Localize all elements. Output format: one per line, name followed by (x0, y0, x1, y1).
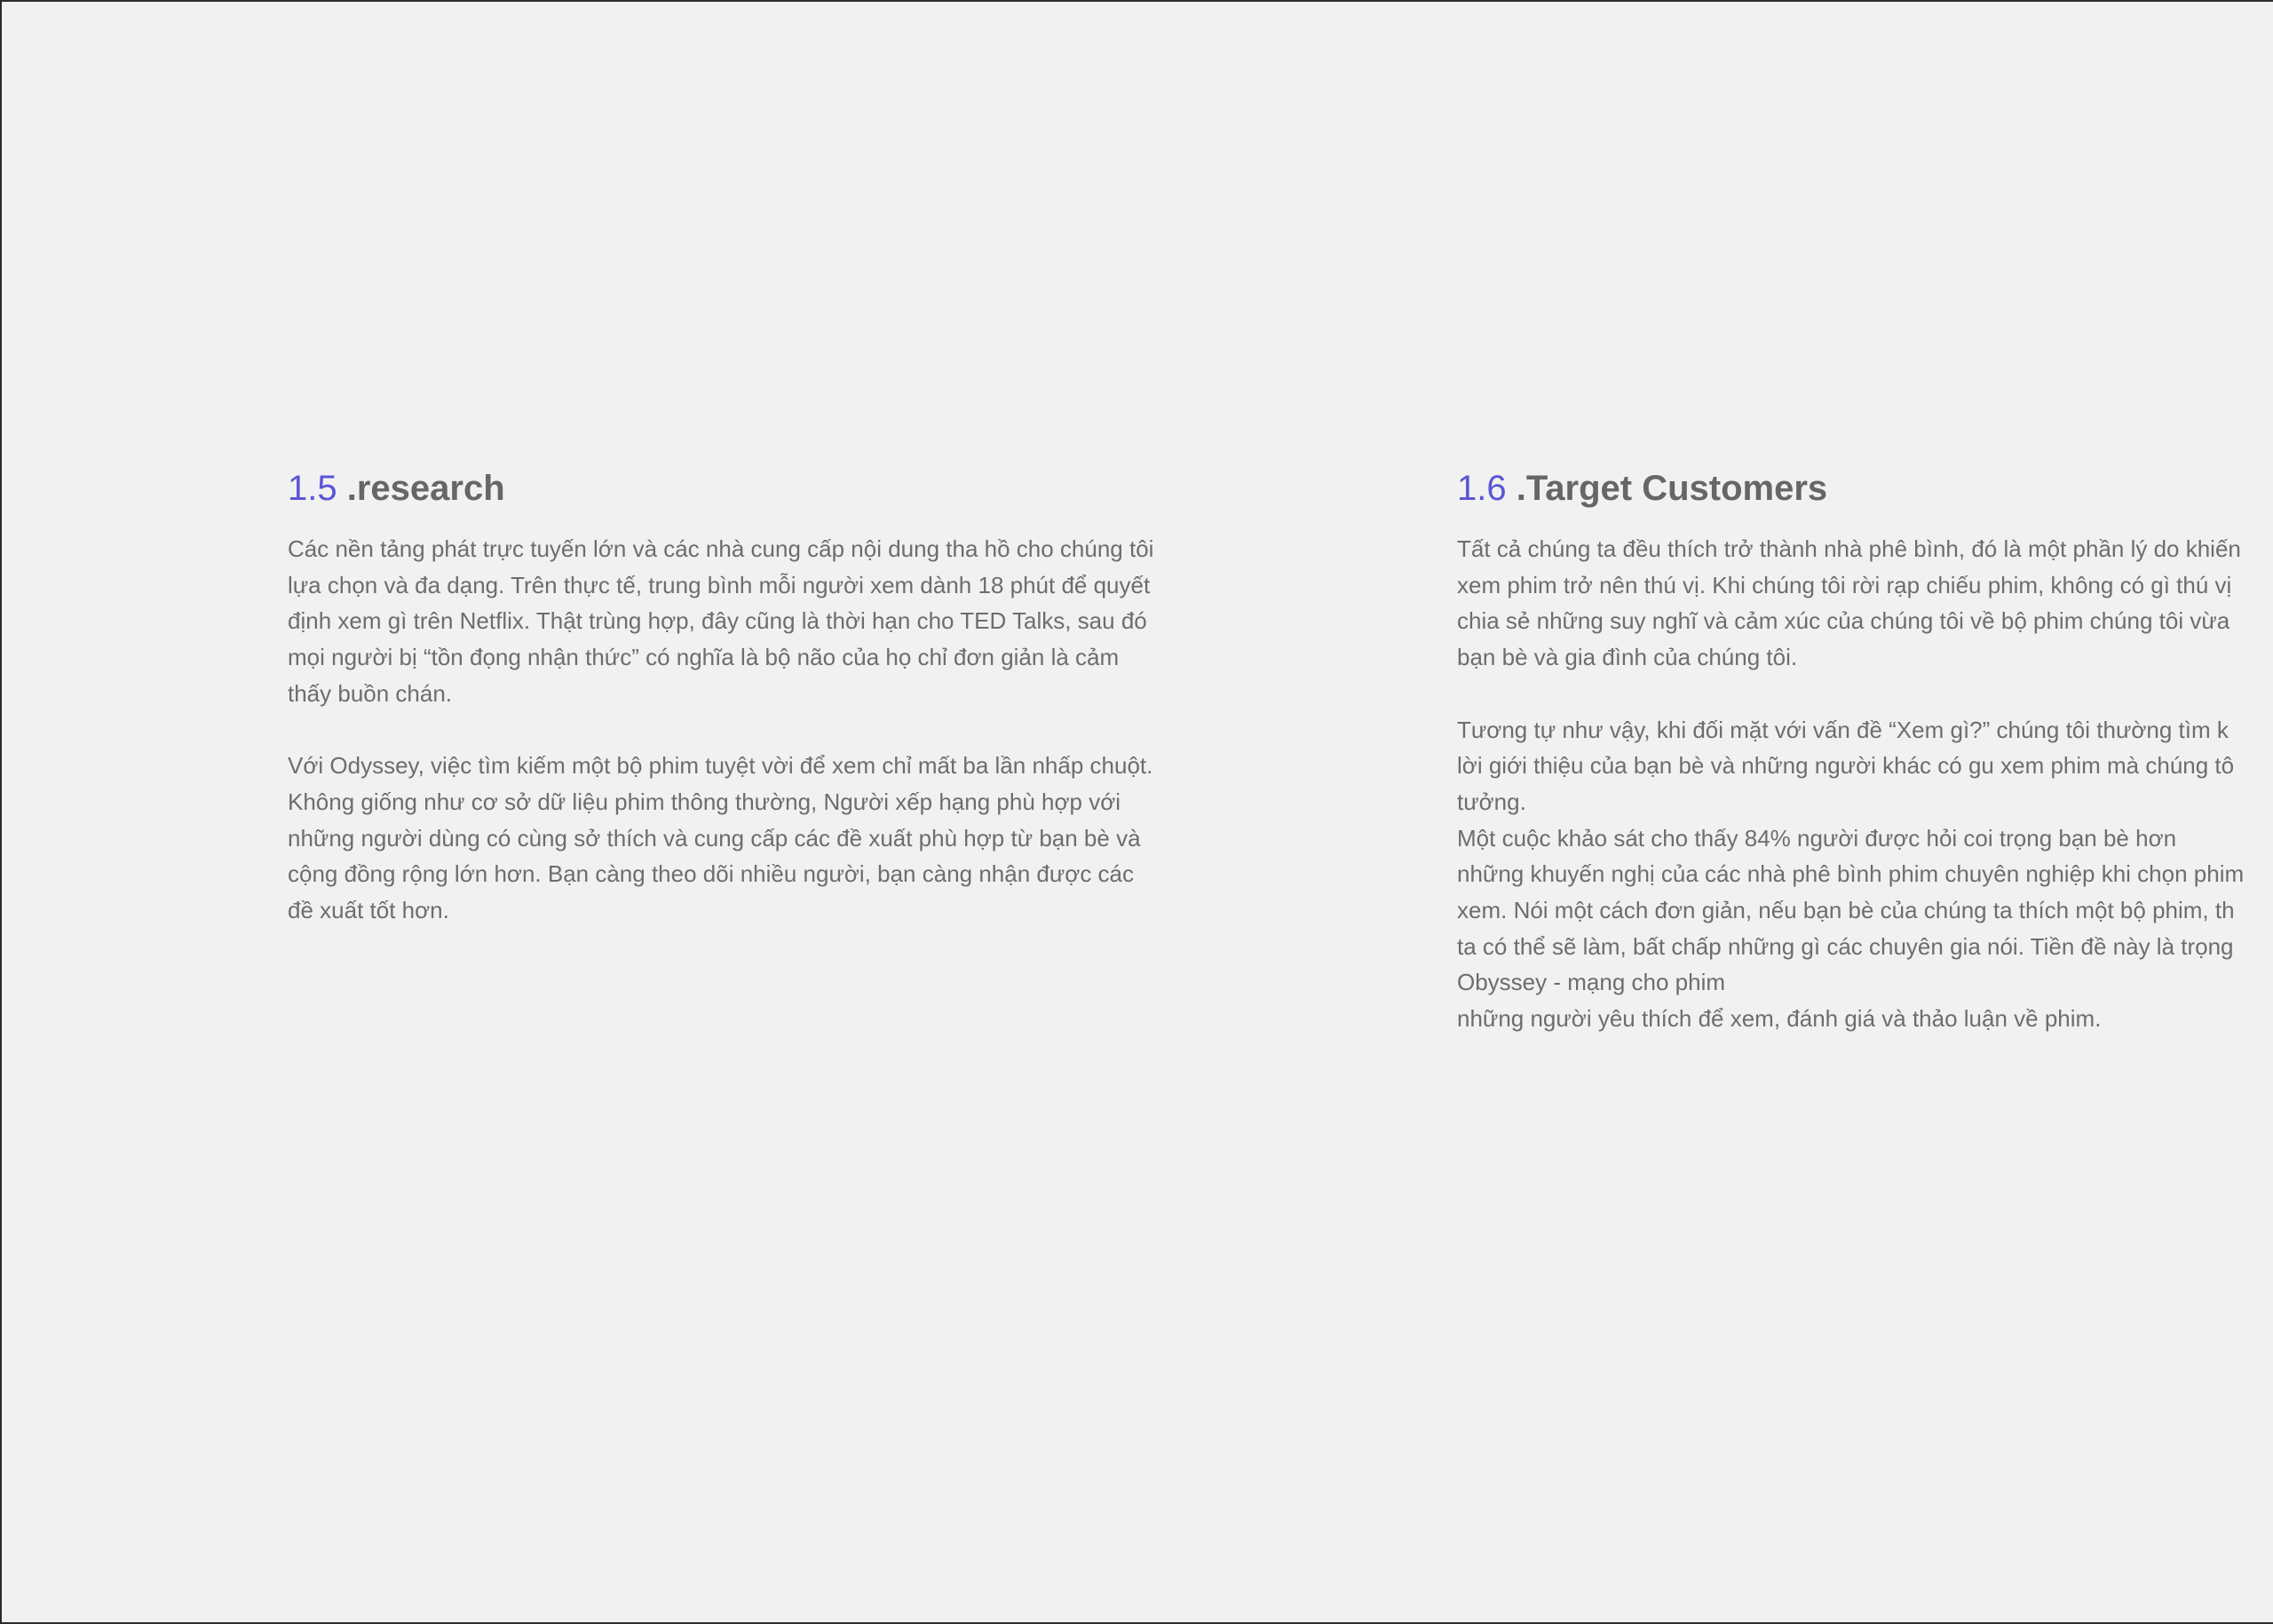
paragraph-line: chia sẻ những suy nghĩ và cảm xúc của chúng tôi về bộ phim chúng tôi vừa (1457, 607, 2230, 635)
paragraph-line: Với Odyssey, việc tìm kiếm một bộ phim tuyệt vời để xem chỉ mất ba lần nhấp chuột. (288, 752, 1153, 780)
paragraph-line: những người yêu thích để xem, đánh giá và thảo luận về phim. (1457, 1005, 2102, 1033)
paragraph-line: ta có thể sẽ làm, bất chấp những gì các chuyên gia nói. Tiền đề này là trọng (1457, 932, 2234, 960)
paragraph-line: tưởng. (1457, 788, 1526, 815)
paragraph-line: thấy buồn chán. (288, 679, 453, 707)
paragraph-line: Tất cả chúng ta đều thích trở thành nhà phê bình, đó là một phần lý do khiến (1457, 535, 2241, 562)
section-number: 1.5 (288, 469, 337, 508)
paragraph-line: những người dùng có cùng sở thích và cung cấp các đề xuất phù hợp từ bạn bè và (288, 824, 1141, 852)
paragraph-line: xem phim trở nên thú vị. Khi chúng tôi rời rạp chiếu phim, không có gì thú vị (1457, 571, 2232, 598)
paragraph-line: định xem gì trên Netflix. Thật trùng hợp, đây cũng là thời hạn cho TED Talks, sau đó (288, 607, 1147, 635)
paragraph-gap (1457, 676, 2273, 712)
section-title: .Target Customers (1506, 469, 1828, 508)
section-heading-target-customers (1457, 465, 2273, 511)
paragraph-line: Obyssey - mạng cho phim (1457, 969, 1726, 996)
paragraph-line: mọi người bị “tồn đọng nhận thức” có nghĩa là bộ não của họ chỉ đơn giản là cảm (288, 644, 1120, 671)
target-customers-section (1457, 465, 2273, 1037)
paragraph-line: cộng đồng rộng lớn hơn. Bạn càng theo dõi nhiều người, bạn càng nhận được các (288, 860, 1134, 888)
paragraph-line: bạn bè và gia đình của chúng tôi. (1457, 644, 1798, 671)
paragraph-line: Một cuộc khảo sát cho thấy 84% người được hỏi coi trọng bạn bè hơn (1457, 824, 2177, 852)
section-heading-research (288, 465, 1229, 511)
research-section (288, 465, 1229, 929)
paragraph-line: đề xuất tốt hơn. (288, 897, 449, 924)
paragraph-line: Tương tự như vậy, khi đối mặt với vấn đề “Xem gì?” chúng tôi thường tìm k (1457, 716, 2229, 743)
section-body (288, 531, 1229, 929)
paragraph-line: lựa chọn và đa dạng. Trên thực tế, trung bình mỗi người xem dành 18 phút để quyết (288, 571, 1151, 598)
paragraph-line: xem. Nói một cách đơn giản, nếu bạn bè của chúng ta thích một bộ phim, th (1457, 897, 2235, 924)
paragraph-line: Các nền tảng phát trực tuyến lớn và các nhà cung cấp nội dung tha hồ cho chúng tôi (288, 535, 1154, 562)
section-body (1457, 531, 2273, 1037)
paragraph-line: lời giới thiệu của bạn bè và những người khác có gu xem phim mà chúng tô (1457, 752, 2235, 780)
paragraph-line: Không giống như cơ sở dữ liệu phim thông thường, Người xếp hạng phù hợp với (288, 788, 1121, 815)
paragraph-gap (288, 712, 1229, 749)
section-number: 1.6 (1457, 469, 1507, 508)
paragraph-line: những khuyến nghị của các nhà phê bình phim chuyên nghiệp khi chọn phim (1457, 860, 2245, 888)
section-title: .research (337, 469, 505, 508)
